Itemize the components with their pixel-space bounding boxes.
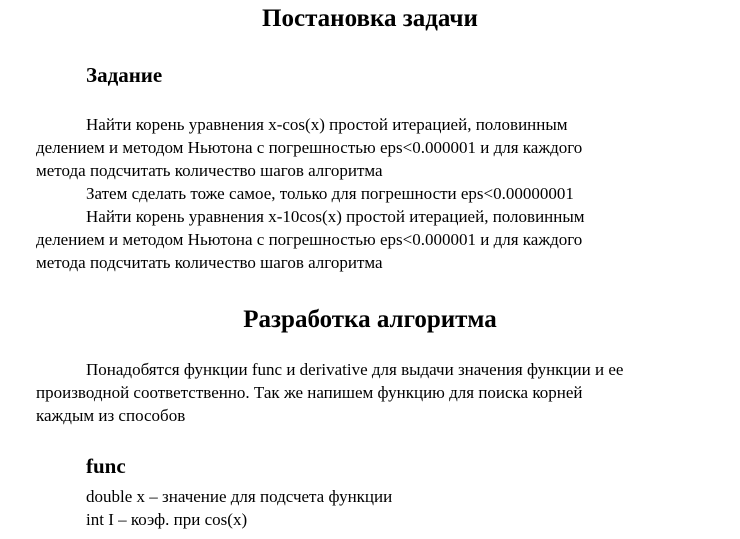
algorithm-line: каждым из способов: [36, 406, 186, 425]
heading-algorithm-design: Разработка алгоритма: [243, 306, 497, 333]
task-line: Найти корень уравнения x-10cos(x) простой итерацией, половинным: [86, 207, 585, 226]
subheading-task: Задание: [86, 63, 163, 87]
task-line: делением и методом Ньютона с погрешностью eps<0.000001 и для каждого: [36, 138, 583, 157]
func-param-i: int I – коэф. при cos(x): [86, 510, 248, 529]
task-line: Найти корень уравнения x-cos(x) простой итерацией, половинным: [86, 115, 568, 134]
func-param-x: double x – значение для подсчета функции: [86, 487, 393, 506]
task-line: метода подсчитать количество шагов алгоритма: [36, 253, 383, 272]
heading-problem-statement: Постановка задачи: [262, 5, 478, 32]
algorithm-line: Понадобятся функции func и derivative для выдачи значения функции и ее: [86, 360, 624, 379]
task-line: метода подсчитать количество шагов алгоритма: [36, 161, 383, 180]
subheading-func: func: [86, 454, 126, 478]
algorithm-line: производной соответственно. Так же напишем функцию для поиска корней: [36, 383, 583, 402]
algorithm-text: [36, 358, 726, 427]
task-line: Затем сделать тоже самое, только для погрешности eps<0.00000001: [86, 184, 574, 203]
task-text: [36, 113, 726, 274]
task-line: делением и методом Ньютона с погрешностью eps<0.000001 и для каждого: [36, 230, 583, 249]
